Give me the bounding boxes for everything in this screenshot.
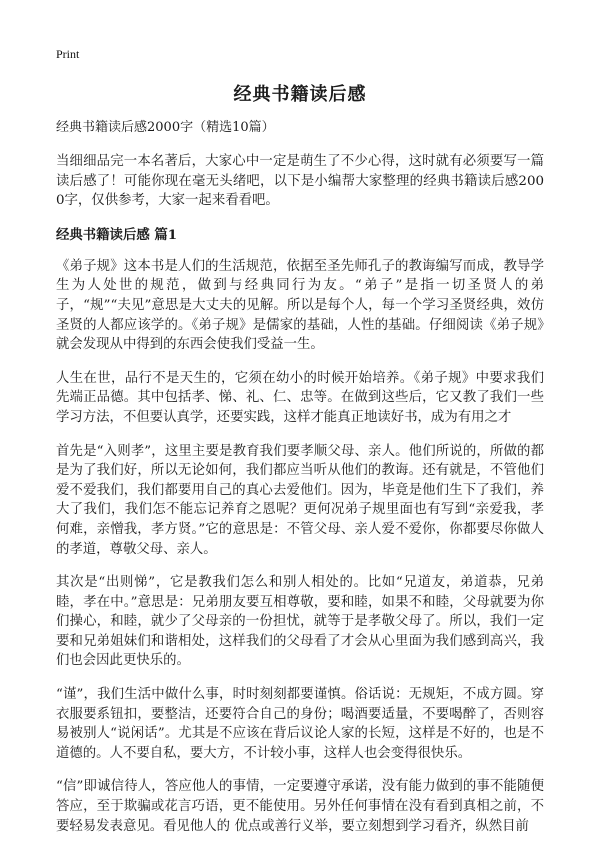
print-link[interactable]: Print — [56, 47, 80, 61]
body-paragraph: “信”即诚信待人，答应他人的事情，一定要遵守承诺，没有能力做到的事不能随便答应，至于欺骗或花言巧语，更不能使用。另外任何事情在没有看到真相之前，不要轻易发表意见。看见他人的 优点或善行义举，要立刻想到学习看齐，纵然目前 — [56, 779, 544, 834]
body-paragraph: 其次是“出则悌”，它是教我们怎么和别人相处的。比如“兄道友，弟道恭，兄弟睦，孝在中。”意思是：兄弟朋友要互相尊敬，要和睦，如果不和睦，父母就要为你们操心，和睦，就少了父母亲的一份担忧，就等于是孝敬父母了。所以，我们一定要和兄弟姐妹们和谐相处，这样我们的父母看了才会从心里面为我们感到高兴，我们也会因此更快乐的。 — [56, 575, 544, 669]
body-paragraph: “谨”，我们生活中做什么事，时时刻刻都要谨慎。俗话说：无规矩，不成方圆。穿衣服要系钮扣，要整洁，还要符合自己的身份；喝酒要适量，不要喝醉了，否则容易被别人“说闲话”。尤其是不应该在背后议论人家的长短，这样是不好的，也是不道德的。人不要自私，要大方，不计较小事，这样人也会变得很快乐。 — [56, 687, 544, 761]
page-title: 经典书籍读后感 — [233, 84, 367, 105]
body-paragraph: 人生在世，品行不是天生的，它须在幼小的时候开始培养。《弟子规》中要求我们先端正品德。其中包括孝、悌、礼、仁、忠等。在做到这些后，它又教了我们一些学习方法，不但要认真学，还要实践，这样才能真正地读好书，成为有用之才 — [56, 370, 544, 425]
intro-paragraph: 当细细品完一本名著后，大家心中一定是萌生了不少心得，这时就有必须要写一篇读后感了！可能你现在毫无头绪吧，以下是小编帮大家整理的经典书籍读后感2000字，仅供参考，大家一起来看看吧。 — [56, 154, 544, 209]
article-subtitle: 经典书籍读后感2000字（精选10篇） — [56, 120, 275, 135]
section-heading: 经典书籍读后感 篇1 — [56, 226, 178, 243]
body-paragraph: 首先是“入则孝”，这里主要是教育我们要孝顺父母、亲人。他们所说的，所做的都是为了我们好，所以无论如何，我们都应当听从他们的教诲。还有就是，不管他们爱不爱我们，我们都要用自己的真心去爱他们。因为，毕竟是他们生下了我们，养大了我们，我们怎不能忘记养育之恩呢？更何况弟子规里面也有写到“亲爱我，孝何难，亲憎我，孝方贤。”它的意思是：不管父母、亲人爱不爱你，你都要尽你做人的孝道，尊敬父母、亲人。 — [56, 443, 544, 557]
article-body — [56, 118, 544, 850]
body-paragraph: 《弟子规》这本书是人们的生活规范，依据至圣先师孔子的教诲编写而成，教导学生为人处世的规范，做到与经典同行为友。“弟子”是指一切圣贤人的弟子，“规”“夫见”意思是大丈夫的见解。所以是每个人，每一个学习圣贤经典，效仿圣贤的人都应该学的。《弟子规》是儒家的基础，人性的基础。仔细阅读《弟子规》就会发现从中得到的东西会使我们受益一生。 — [56, 258, 544, 353]
